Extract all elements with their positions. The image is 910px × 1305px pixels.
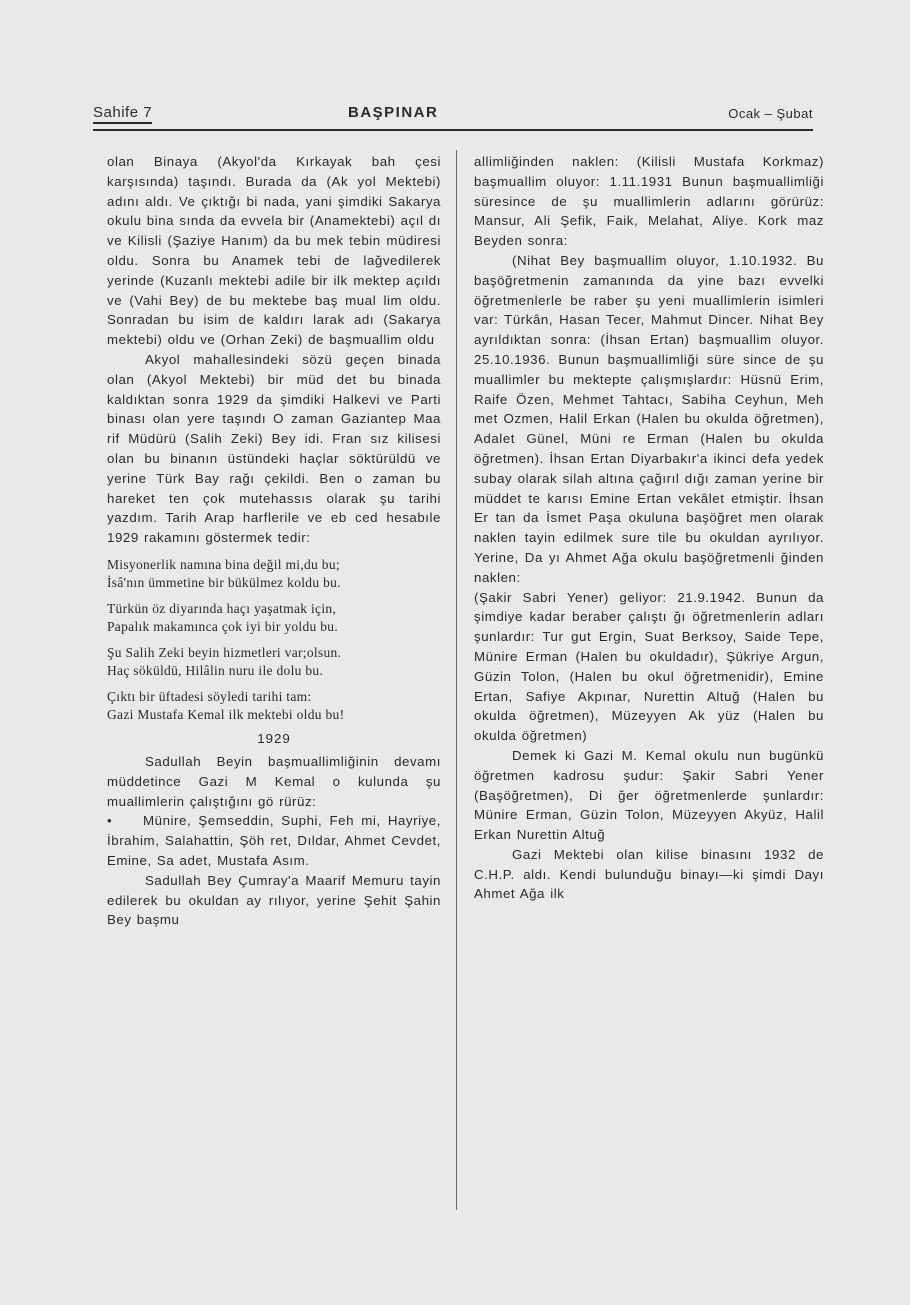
poem-year: 1929 bbox=[257, 730, 291, 746]
poem-line: Misyonerlik namına bina değil mi,du bu; bbox=[107, 556, 340, 572]
poem-stanza bbox=[107, 644, 441, 681]
paragraph: (Şakir Sabri Yener) geliyor: 21.9.1942. Bunun da şimdiye kadar beraber çalıştı ğı öğretmenlerin adları şunlardır: Tur gut Ergin, Suat Berksoy, Saide Tepe, Münire Erman (Halen bu okuldadır), Şükriye Argun, Güzin Tolon, (Halen bu okul öğretmenidir), Emine Ertan, Safiye Akpınar, Nurettin Altuğ (Halen bu okulda öğretmen), Müzeyyen Ak yüz (Halen bu okulda öğretmen) bbox=[474, 589, 824, 744]
page-number-label bbox=[93, 104, 152, 124]
poem-line: Şu Salih Zeki beyin hizmetleri var;olsun. bbox=[107, 644, 342, 660]
journal-title: BAŞPINAR bbox=[348, 104, 439, 121]
left-column bbox=[107, 152, 441, 930]
paragraph: Sadullah Bey Çumray'a Maarif Memuru tayin edilerek bu okuldan ay rılıyor, yerine Şehit Şahin Bey başmu bbox=[107, 872, 441, 928]
paragraph: allimliğinden naklen: (Kilisli Mustafa Korkmaz) başmuallim oluyor: 1.11.1931 Bunun başmuallimliği süresince de şu muallimlerin adlarını görürüz: Mansur, Ali Şefik, Faik, Melahat, Aliye. Kork maz Beyden sonra: bbox=[474, 154, 824, 249]
right-column bbox=[474, 152, 824, 904]
issue-label: Ocak – Şubat bbox=[728, 106, 813, 121]
page-number-text: Sahife 7 bbox=[93, 104, 152, 124]
poem-stanza bbox=[107, 600, 441, 637]
paragraph: (Nihat Bey başmuallim oluyor, 1.10.1932. Bu başöğretmenin zamanında da yine bazı evvelki öğretmenlerle be raber şu yeni muallimlerin isimleri var: Türkân, Hasan Tecer, Mahmut Dincer. Nihat Bey ayrıldıktan sonra: (İhsan Ertan) başmuallim oluyor. 25.10.1936. Bunun başmuallimliği süre since de şu muallimler bu mektepte çalışmışlardır: Hüsnü Erim, Raife Özen, Mehmet Tahtacı, Sabiha Ceyhun, Meh met Ozmen, Halil Erkan (Halen bu okulda öğretmen), Adalet Günel, Müni re Erman (Halen bu okulda öğretmen). İhsan Ertan Diyarbakır'a ikinci defa yedek subay olarak silah altına çağırıl dığı zaman yerine bir müddet te karısı Emine Ertan vekâlet etmiştir. İhsan Er tan da İsmet Paşa okuluna başöğret men olarak naklen tayin edilmek sure tile bu okuldan ayrılıyor. Yerine, Da yı Ahmet Ağa okulu başöğretmenli ğinden naklen: bbox=[474, 252, 824, 585]
column-divider bbox=[456, 150, 457, 1210]
paragraph: Gazi Mektebi olan kilise binasını 1932 de C.H.P. aldı. Kendi bulunduğu binayı—ki şimdi Dayı Ahmet Ağa ilk bbox=[474, 846, 824, 902]
paragraph: olan Binaya (Akyol'da Kırkayak bah çesi karşısında) taşındı. Burada da (Ak yol Mektebi) adını aldı. Ve çıktığı bi nada, yani şimdiki Sakarya okulu bina sında da evvela bir (Anamektebi) açıl dı ve Kilisli (Şaziye Hanım) da bu mek tebin müdiresi oldu. Sonra bu Anamek tebi de lağvedilerek yerinde (Kuzanlı mektebi adile bir ilk mektep açıldı ve (Vahi Bey) de bu mektebe baş mual lim oldu. Sonradan bu isim de kaldırı larak adı (Sakarya mektebi) oldu ve (Orhan Zeki) de başmuallim oldu bbox=[107, 154, 441, 348]
paragraph: Sadullah Beyin başmuallimliğinin devamı müddetince Gazi M Kemal o kulunda şu muallimlerin çalıştığını gö rürüz: bbox=[107, 753, 441, 809]
paragraph: Akyol mahallesindeki sözü geçen binada olan (Akyol Mektebi) bir müd det bu binada kaldıktan sonra 1929 da şimdiki Halkevi ve Parti binası olan yere taşındı O zaman Gaziantep Maa rif Müdürü (Salih Zeki) Bey idi. Fran sız kilisesi olan bu binanın üstündeki haçlar söktürüldü ve yerine Türk Bay rağı çekildi. Ben o zaman bu hareket ten çok mutehassıs olarak şu tarihi yazdım. Tarih Arap harflerile ve eb ced hesabıle 1929 rakamını göstermek tedir: bbox=[107, 351, 441, 546]
poem-stanza bbox=[107, 556, 441, 593]
paragraph: Demek ki Gazi M. Kemal okulu nun bugünkü öğretmen kadrosu şudur: Şakir Sabri Yener (Başöğretmen), Di ğer öğretmenlerde şunlardır: Münire Erman, Güzin Tolon, Müzeyyen Akyüz, Halil Erkan Nurettin Altuğ bbox=[474, 747, 824, 843]
bullet-mark: • bbox=[107, 813, 113, 829]
poem-line: Çıktı bir üftadesi söyledi tarihi tam: bbox=[107, 688, 312, 704]
poem bbox=[107, 556, 441, 725]
teacher-names-text: Münire, Şemseddin, Suphi, Feh mi, Hayriye, İbrahim, Salahattin, Şöh ret, Dıldar, Ahmet Cevdet, Emine, Sa adet, Mustafa Asım. bbox=[107, 813, 441, 868]
page-header bbox=[93, 100, 813, 136]
header-rule bbox=[93, 129, 813, 131]
poem-line: Türkün öz diyarında haçı yaşatmak için, bbox=[107, 600, 337, 616]
poem-line: Gazi Mustafa Kemal ilk mektebi oldu bu! bbox=[107, 707, 345, 723]
poem-line: Haç söküldü, Hilâlin nuru ile dolu bu. bbox=[107, 663, 324, 679]
poem-line: Papalık makamınca çok iyi bir yoldu bu. bbox=[107, 619, 339, 635]
poem-stanza bbox=[107, 688, 441, 725]
teacher-names-paragraph bbox=[107, 811, 441, 870]
poem-line: İsâ'nın ümmetine bir bükülmez koldu bu. bbox=[107, 575, 341, 591]
